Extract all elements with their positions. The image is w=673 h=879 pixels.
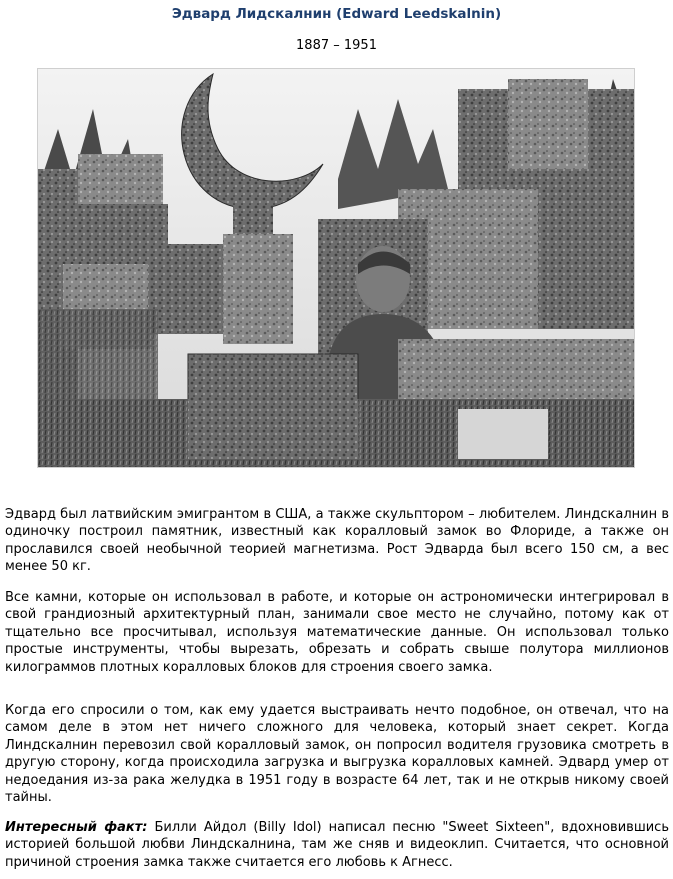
paragraph-biography: Эдвард был латвийским эмигрантом в США, а также скульптором – любителем. Линдскалнин в одиночку построил памятник, известный как коралловый замок во Флориде, а также он прославился своей необычной теорией магнетизма. Рост Эдварда был всего 150 см, а вес менее 50 кг.: [5, 507, 669, 575]
fact-label: Интересный факт:: [5, 820, 148, 835]
photo-frame: [37, 68, 635, 468]
coral-castle-photo-icon: [38, 69, 634, 467]
fact-text: Билли Айдол (Billy Idol) написал песню "Sweet Sixteen", вдохновившись историей большой любви Линдскалнина, там же сняв и видеоклип. Считается, что основной причиной строения замка также считается его любовь к Агнесс.: [5, 820, 669, 870]
life-years: 1887 – 1951: [296, 38, 377, 53]
page-title: Эдвард Лидскалнин (Edward Leedskalnin): [171, 6, 502, 22]
paragraph-interesting-fact: [5, 819, 669, 871]
paragraph-secret: Когда его спросили о том, как ему удается выстраивать нечто подобное, он отвечал, что на самом деле в этом нет ничего сложного для человека, который знает секрет. Когда Линдскалнин перевозил свой коралловый замок, он попросил водителя грузовика смотреть в другую сторону, когда происходила загрузка и выгрузка коралловых камней. Эдвард умер от недоедания из-за рака желудка в 1951 году в возрасте 64 лет, так и не открыв никому своей тайны.: [5, 703, 669, 806]
paragraph-stones: Все камни, которые он использовал в работе, и которые он астрономически интегрировал в свой грандиозный архитектурный план, занимали свое место не случайно, потому как от тщательно все просчитывал, используя математические данные. Он использовал только простые инструменты, чтобы вырезать, обрезать и собрать свыше полутора миллионов килограммов плотных коралловых блоков для строения своего замка.: [5, 590, 669, 675]
